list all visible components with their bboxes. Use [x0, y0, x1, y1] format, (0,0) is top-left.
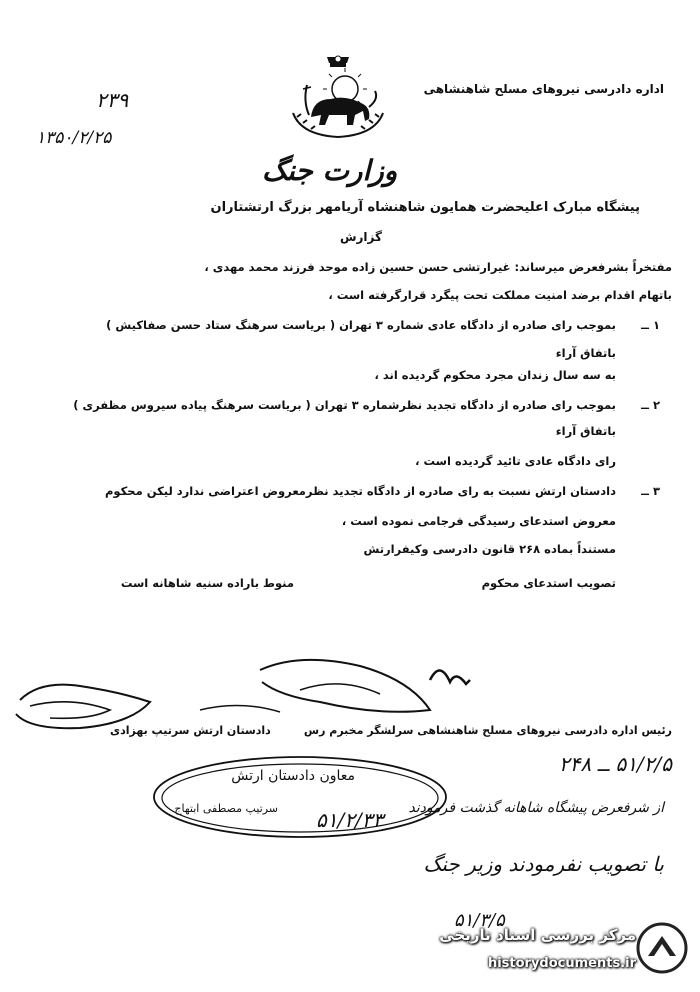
- office-header: اداره دادرسی نیروهای مسلح شاهنشاهی: [423, 82, 664, 96]
- item-2-line-3: رای دادگاه عادی تائید گردیده است ،: [415, 454, 616, 468]
- crown-icon: [327, 56, 349, 67]
- stamp-title: معاون دادستان ارتش: [231, 768, 355, 784]
- ministry-title: وزارت جنگ: [262, 154, 398, 187]
- item-1-number: ۱ ــ: [641, 318, 660, 332]
- letter-number: ۲۳۹: [96, 88, 129, 112]
- item-3-line-2: معروض استدعای رسیدگی فرجامی نموده است ،: [341, 514, 616, 528]
- signature-title-right: رئیس اداره دادرسی نیروهای مسلح شاهنشاهی سرلشگر مخبرم رس: [303, 724, 672, 737]
- item-2-line-1: بموجب رای صادره از دادگاه تجدید نظرشماره ۳ تهران ( بریاست سرهنگ پیاده سیروس مظفری ): [73, 398, 616, 412]
- body-line-2: باتهام اقدام برضد امنیت مملکت تحت پیگرد قرارگرفته است ،: [328, 288, 672, 302]
- dependent-line: منوط باراده سنیه شاهانه است: [120, 576, 294, 590]
- watermark-url: historydocuments.ir: [487, 956, 636, 971]
- lion-and-sun-emblem-icon: [283, 55, 393, 140]
- body-line-1: مفتخراً بشرفعرض میرساند: غیرارتشی حسن حسین زاده موحد فرزند محمد مهدی ،: [204, 260, 672, 274]
- watermark-title: مرکز بررسی اسناد تاریخی: [439, 926, 636, 944]
- stamp-hand-date: ۵۱/۲/۳۳: [316, 808, 384, 832]
- item-2-line-2: باتفاق آراء: [555, 424, 616, 438]
- item-1-line-2: باتفاق آراء: [555, 346, 616, 360]
- legal-basis-line: مستنداً بماده ۲۶۸ قانون دادرسی وکیفرارتش: [363, 542, 616, 556]
- stamp-name: سرتیپ مصطفی ابتهاج: [174, 802, 278, 815]
- item-1-line-3: به سه سال زندان مجرد محکوم گردیده اند ،: [374, 368, 616, 382]
- center-logo-icon: [634, 920, 690, 976]
- stamp-oval: [150, 752, 450, 842]
- item-2-number: ۲ ــ: [641, 398, 660, 412]
- signature-title-left: دادستان ارتش سرتیپ بهزادی: [110, 724, 271, 737]
- item-1-line-1: بموجب رای صادره از دادگاه عادی شماره ۳ تهران ( بریاست سرهنگ ستاد حسن صفاکیش ): [106, 318, 616, 332]
- hand-number: ۵۱/۲/۵ ــ ۲۴۸: [558, 752, 672, 776]
- letter-date: ۱۳۵۰/۲/۲۵: [36, 128, 112, 148]
- hand-note-2: با تصویب نفرمودند وزیر جنگ: [423, 852, 664, 876]
- item-3-number: ۳ ــ: [641, 484, 660, 498]
- hand-bottom-date: ۵۱/۳/۵: [454, 910, 505, 931]
- report-label: گزارش: [339, 230, 382, 244]
- request-line: تصویب استدعای محکوم: [481, 576, 616, 590]
- hand-note-1: از شرفعرض پیشگاه شاهانه گذشت فرمودند: [408, 800, 664, 816]
- addressee-line: پیشگاه مبارک اعلیحضرت همایون شاهنشاه آریامهر بزرگ ارتشتاران: [210, 200, 640, 215]
- item-3-line-1: دادستان ارتش نسبت به رای صادره از دادگاه تجدید نظرمعروض اعتراضی ندارد لیکن محکوم: [104, 484, 616, 498]
